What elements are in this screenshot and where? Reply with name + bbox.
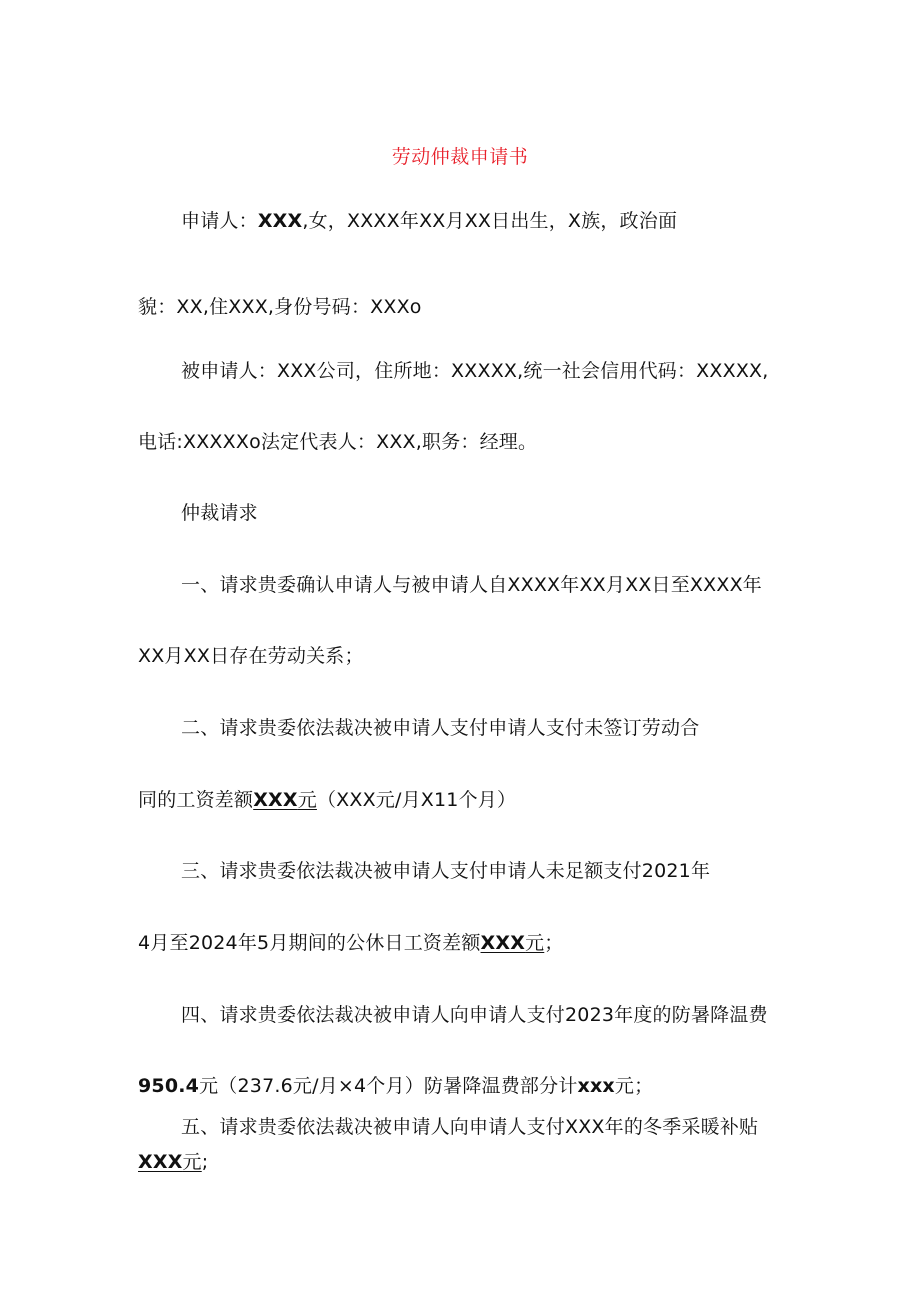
- applicant-label: 申请人：: [181, 210, 258, 232]
- claim-3-line-2: [138, 929, 563, 957]
- respondent-line-1: 被申请人：XXX公司，住所地：XXXXX,统一社会信用代码：XXXXX,: [181, 360, 769, 382]
- claim-5-line-1: 五、请求贵委依法裁决被申请人向申请人支付XXX年的冬季采暖补贴: [181, 1116, 759, 1138]
- applicant-name: XXX: [257, 210, 303, 232]
- claim-5-amount-group: [138, 1151, 202, 1173]
- claim-3-amount-group: [481, 932, 545, 954]
- claim-3-line-1: 三、请求贵委依法裁决被申请人支付申请人未足额支付2021年: [181, 860, 711, 882]
- claim-4-total: xxx: [577, 1075, 615, 1097]
- claim-4-tail: 元；: [614, 1075, 654, 1097]
- claim-5-line-2: [138, 1148, 208, 1176]
- applicant-line-1: [181, 207, 677, 235]
- claim-2-line-1: 二、请求贵委依法裁决被申请人支付申请人支付未签订劳动合: [181, 717, 700, 739]
- claims-heading: 仲裁请求: [181, 502, 258, 524]
- claim-4-line-2: [138, 1072, 653, 1100]
- claim-2-text: 同的工资差额: [138, 789, 254, 811]
- claim-3-amount: XXX: [480, 932, 526, 954]
- claim-2-detail: （XXX元/月X11个月）: [316, 789, 517, 811]
- claim-1-line-2: XX月XX日存在劳动关系；: [138, 645, 364, 667]
- claim-4-detail: 元（237.6元/月×4个月）防暑降温费部分计: [199, 1075, 578, 1097]
- claim-3-text: 4月至2024年5月期间的公休日工资差额: [138, 932, 481, 954]
- claim-3-unit: 元: [525, 932, 545, 954]
- claim-2-line-2: [138, 786, 516, 814]
- claim-2-amount: XXX: [253, 789, 298, 811]
- claim-4-line-1: 四、请求贵委依法裁决被申请人向申请人支付2023年度的防暑降温费: [181, 1004, 768, 1026]
- claim-1-line-1: 一、请求贵委确认申请人与被申请人自XXXX年XX月XX日至XXXX年: [181, 574, 762, 596]
- applicant-details: ,女，XXXX年XX月XX日出生，X族，政治面: [302, 210, 678, 232]
- claim-2-amount-group: [253, 789, 317, 811]
- document-title: 劳动仲裁申请书: [391, 146, 529, 168]
- applicant-line-2: 貌：XX,住XXX,身份号码：XXXo: [138, 296, 422, 318]
- claim-5-tail: ;: [201, 1151, 209, 1173]
- claim-2-unit: 元: [297, 789, 317, 811]
- claim-5-amount: XXX: [138, 1151, 183, 1173]
- claim-4-amount: 950.4: [138, 1075, 200, 1097]
- claim-5-unit: 元: [182, 1151, 202, 1173]
- claim-3-tail: ；: [544, 932, 564, 954]
- respondent-line-2: 电话:XXXXXo法定代表人：XXX,职务：经理。: [138, 431, 538, 453]
